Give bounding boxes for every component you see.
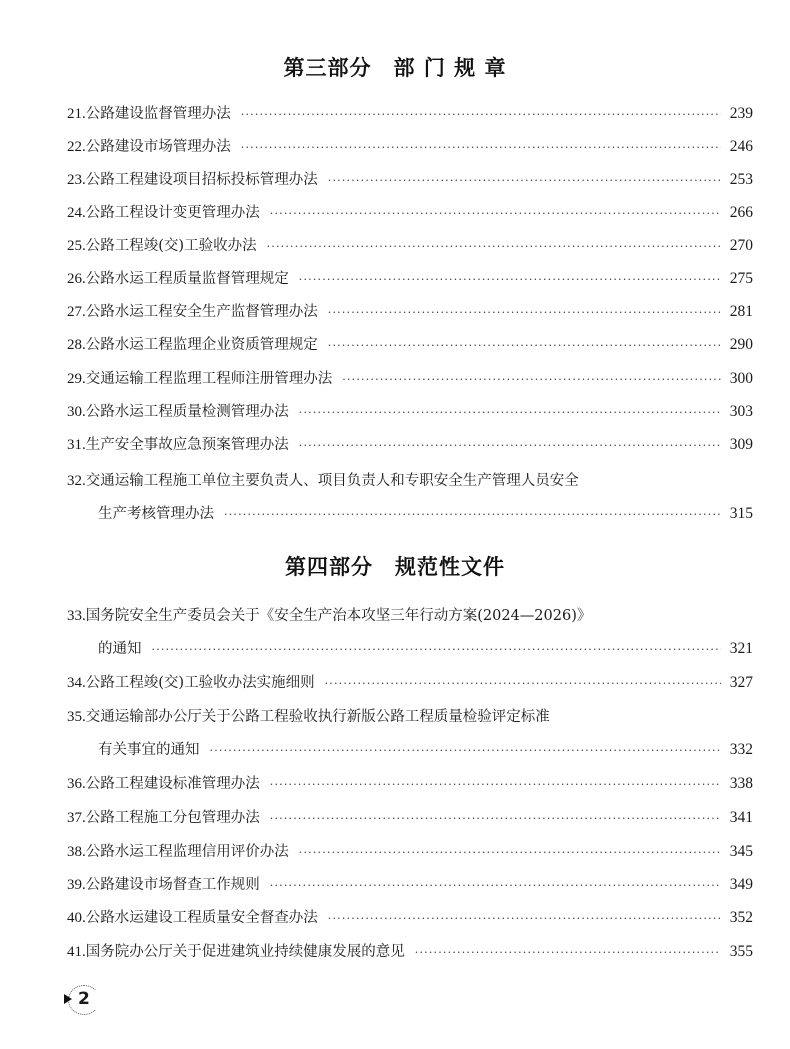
entry-title: 交通运输部办公厅关于公路工程验收执行新版公路工程质量检验评定标准 [85, 709, 550, 725]
entry-page: 246 [729, 138, 753, 155]
dot-leader [270, 807, 721, 831]
entry-title: 公路工程竣(交)工验收办法实施细则 [85, 675, 315, 691]
dot-leader [299, 268, 721, 292]
dot-leader [342, 368, 721, 392]
entry-title: 公路工程建设项目招标投标管理办法 [85, 172, 318, 188]
entry-number: 41. [67, 944, 86, 960]
entry-title: 公路工程设计变更管理办法 [85, 205, 260, 221]
toc-entry[interactable] [67, 333, 753, 357]
entry-page: 345 [729, 843, 753, 860]
entry-number: 21. [67, 106, 86, 122]
entry-title: 公路水运工程监理企业资质管理规定 [85, 337, 318, 353]
toc-entry-continuation[interactable] [98, 502, 753, 526]
entry-title-continuation: 生产考核管理办法 [98, 506, 214, 522]
entry-number: 38. [67, 844, 86, 860]
page-arrow-icon [64, 994, 72, 1004]
entry-page: 315 [729, 505, 753, 522]
dot-leader [210, 739, 722, 763]
toc-entry[interactable] [67, 102, 753, 126]
entry-number: 33. [67, 608, 86, 624]
toc-entry[interactable] [67, 671, 753, 695]
toc-entry[interactable] [67, 906, 753, 930]
entry-page: 300 [729, 370, 753, 387]
entry-page: 338 [729, 775, 753, 792]
toc-entry[interactable] [67, 433, 753, 457]
entry-number: 36. [67, 776, 86, 792]
page-number: 2 [78, 989, 90, 1009]
toc-entry[interactable] [67, 873, 753, 897]
dot-leader [325, 672, 721, 696]
dot-leader [267, 235, 721, 259]
toc-entry[interactable] [67, 806, 753, 830]
toc-entry[interactable] [67, 705, 753, 729]
dot-leader [270, 773, 721, 797]
entry-title: 公路水运工程安全生产监督管理办法 [85, 304, 318, 320]
entry-page: 352 [729, 909, 753, 926]
toc-entry[interactable] [67, 400, 753, 424]
section-part-label: 第四部分 [285, 555, 373, 579]
toc-entry[interactable] [67, 840, 753, 864]
entry-title: 公路工程竣(交)工验收办法 [85, 238, 257, 254]
entry-page: 332 [729, 741, 753, 758]
entry-title: 生产安全事故应急预案管理办法 [85, 437, 289, 453]
entry-number: 25. [67, 238, 86, 254]
dot-leader [241, 136, 721, 160]
dot-leader [241, 103, 721, 127]
entry-title: 公路水运工程质量监督管理规定 [85, 271, 289, 287]
entry-page: 341 [729, 809, 753, 826]
entry-page: 355 [729, 943, 753, 960]
dot-leader [270, 202, 721, 226]
dot-leader [328, 334, 721, 358]
toc-entry[interactable] [67, 604, 753, 628]
entry-number: 29. [67, 371, 86, 387]
entry-number: 24. [67, 205, 86, 221]
section-name: 部 门 规 章 [393, 56, 507, 80]
entry-number: 23. [67, 172, 86, 188]
entry-number: 31. [67, 437, 86, 453]
toc-entry[interactable] [67, 300, 753, 324]
entry-page: 327 [729, 674, 753, 691]
entry-page: 239 [729, 105, 753, 122]
toc-entry[interactable] [67, 168, 753, 192]
dot-leader [299, 841, 721, 865]
entry-page: 303 [729, 403, 753, 420]
entry-number: 22. [67, 139, 86, 155]
entry-page: 349 [729, 876, 753, 893]
dot-leader [270, 874, 721, 898]
entry-number: 35. [67, 709, 86, 725]
entry-number: 28. [67, 337, 86, 353]
entry-title: 交通运输工程监理工程师注册管理办法 [85, 371, 333, 387]
section-heading-part-4 [0, 551, 790, 581]
dot-leader [328, 169, 721, 193]
toc-entry[interactable] [67, 772, 753, 796]
entry-title: 公路水运工程监理信用评价办法 [85, 844, 289, 860]
entry-page: 309 [729, 436, 753, 453]
entry-page: 321 [729, 640, 753, 657]
dot-leader [224, 503, 721, 527]
entry-title: 国务院办公厅关于促进建筑业持续健康发展的意见 [85, 944, 405, 960]
toc-entry[interactable] [67, 135, 753, 159]
entry-number: 27. [67, 304, 86, 320]
entry-number: 26. [67, 271, 86, 287]
dot-leader [152, 638, 722, 662]
entry-title: 国务院安全生产委员会关于《安全生产治本攻坚三年行动方案(2024—2026)》 [85, 608, 592, 624]
dot-leader [299, 401, 721, 425]
dot-leader [415, 941, 721, 965]
entry-page: 275 [729, 270, 753, 287]
toc-entry-continuation[interactable] [98, 738, 753, 762]
dot-leader [328, 907, 721, 931]
entry-page: 253 [729, 171, 753, 188]
entry-title: 公路建设市场管理办法 [85, 139, 231, 155]
toc-entry[interactable] [67, 234, 753, 258]
section-part-label: 第三部分 [283, 56, 372, 80]
toc-entry-continuation[interactable] [98, 637, 753, 661]
toc-entry[interactable] [67, 469, 753, 493]
entry-title-continuation: 有关事宜的通知 [98, 742, 200, 758]
entry-number: 39. [67, 877, 86, 893]
entry-page: 290 [729, 336, 753, 353]
entry-title: 公路建设监督管理办法 [85, 106, 231, 122]
entry-number: 37. [67, 810, 86, 826]
dot-leader [328, 301, 721, 325]
entry-page: 281 [729, 303, 753, 320]
toc-entry[interactable] [67, 367, 753, 391]
toc-entry[interactable] [67, 201, 753, 225]
entry-number: 40. [67, 910, 86, 926]
section-heading-part-3 [0, 52, 790, 82]
toc-entry[interactable] [67, 940, 753, 964]
entry-number: 34. [67, 675, 86, 691]
dot-leader [299, 434, 721, 458]
entry-page: 266 [729, 204, 753, 221]
entry-title-continuation: 的通知 [98, 641, 142, 657]
entry-title: 公路水运工程质量检测管理办法 [85, 404, 289, 420]
entry-title: 公路建设市场督查工作规则 [85, 877, 260, 893]
toc-entry[interactable] [67, 267, 753, 291]
section-name: 规范性文件 [395, 555, 505, 579]
entry-page: 270 [729, 237, 753, 254]
entry-number: 32. [67, 473, 86, 489]
entry-title: 交通运输工程施工单位主要负责人、项目负责人和专职安全生产管理人员安全 [85, 473, 579, 489]
entry-title: 公路工程建设标准管理办法 [85, 776, 260, 792]
entry-title: 公路工程施工分包管理办法 [85, 810, 260, 826]
footer-page-marker [62, 985, 102, 1015]
entry-number: 30. [67, 404, 86, 420]
entry-title: 公路水运建设工程质量安全督查办法 [85, 910, 318, 926]
